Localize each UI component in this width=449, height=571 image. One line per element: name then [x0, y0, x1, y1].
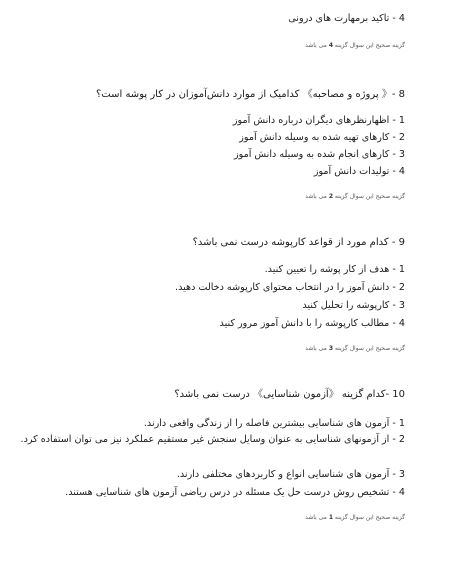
q9-answer-note: گزینه صحیح این سوال گزینه 3 می باشد [305, 345, 405, 352]
q10-option-4: 4 - تشخیص روش درست حل یک مسئله در درس ریاضی آزمون های شناسایی هستند. [65, 487, 405, 498]
q9-option-1: 1 - هدف از کار پوشه را تعیین کنید. [264, 264, 405, 275]
q10-option-3: 3 - آزمون های شناسایی انواع و کاربردهای مختلفی دارند. [176, 469, 405, 480]
q8-option-4: 4 - تولیدات دانش آموز [313, 166, 405, 177]
q10-option-1: 1 - آزمون های شناسایی بیشترین فاصله را از زندگی واقعی دارند. [143, 418, 405, 429]
q9-option-2: 2 - دانش آموز را در انتخاب محتوای کارپوشه دخالت دهید. [175, 282, 405, 293]
q9-option-4: 4 - مطالب کارپوشه را با دانش آموز مرور کنید [219, 318, 405, 329]
q8-option-3: 3 - کارهای انجام شده به وسیله دانش آموز [233, 149, 405, 160]
q8-answer-note: گزینه صحیح این سوال گزینه 2 می باشد [305, 193, 405, 200]
q9-option-3: 3 - کارپوشه را تحلیل کنید [302, 300, 405, 311]
q9-title: 9 - کدام مورد از قواعد کارپوشه درست نمی باشد؟ [192, 237, 405, 248]
q10-answer-note: گزینه صحیح این سوال گزینه 1 می باشد [305, 514, 405, 521]
q10-option-2: 2 - از آزمونهای شناسایی به عنوان وسایل سنجش غیر مستقیم عملکرد نیز می توان استفاده کرد. [20, 434, 405, 445]
q8-title: 8 -《 پروژه و مصاحبه》 کدامیک از موارد دانش‌آموزان در کار پوشه است؟ [95, 89, 405, 100]
q10-title: 10 -کدام گزینه 《آزمون شناسایی》 درست نمی باشد؟ [174, 389, 405, 400]
q8-option-1: 1 - اظهارنظرهای دیگران درباره دانش آموز [232, 115, 405, 126]
q8-option-2: 2 - کارهای تهیه شده به وسیله دانش آموز [239, 132, 405, 143]
q7-answer-note: گزینه صحیح این سوال گزینه 4 می باشد [305, 42, 405, 49]
q7-option-4: 4 - تاکید برمهارت های درونی [288, 13, 405, 24]
